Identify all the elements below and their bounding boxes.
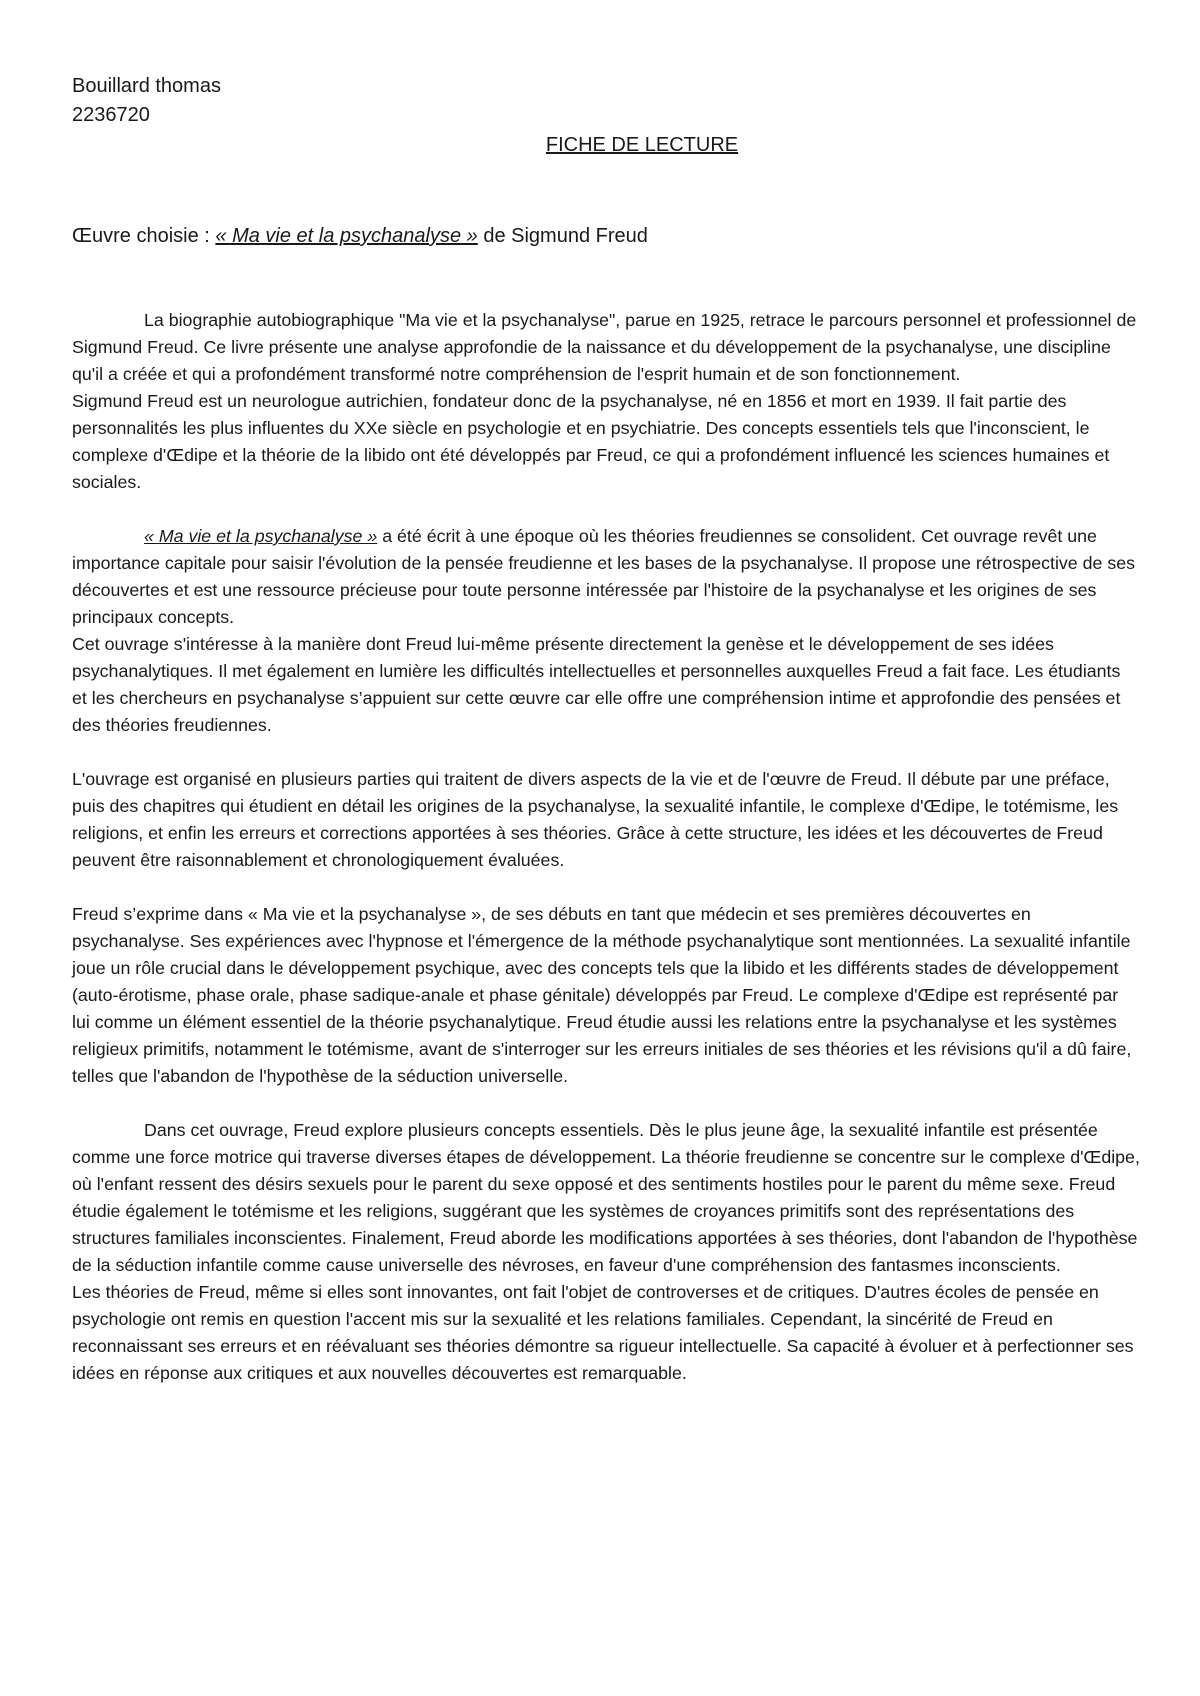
paragraph-intro: La biographie autobiographique "Ma vie et la psychanalyse", parue en 1925, retrace le parcours personnel et professionnel de Sigmund Freud. Ce livre présente une analyse approfondie de la naissance et du développement de la psychanalyse, une discipline qu'il a créée et qui a profondément transformé notre compréhension de l'esprit humain et de son fonctionnement. <box>72 310 1137 384</box>
paragraph-freud-bio: Sigmund Freud est un neurologue autrichien, fondateur donc de la psychanalyse, né en 1856 et mort en 1939. Il fait partie des personnalités les plus influentes du XXe siècle en psychologie et en psychiatrie. Des concepts essentiels tels que l'inconscient, le complexe d'Œdipe et la théorie de la libido ont été développés par Freud, ce qui a profondément influencé les sciences humaines et sociales. <box>72 391 1110 492</box>
document-title: FICHE DE LECTURE <box>545 134 739 156</box>
paragraph-content: Freud s’exprime dans « Ma vie et la psychanalyse », de ses débuts en tant que médecin et ses premières découvertes en psychanalyse. Ses expériences avec l'hypnose et l'émergence de la méthode psychanalytique sont mentionnées. La sexualité infantile joue un rôle crucial dans le développement psychique, avec des concepts tels que la libido et les différents stades de développement (auto-érotisme, phase orale, phase sadique-anale et phase génitale) développés par Freud. Le complexe d'Œdipe est représenté par lui comme un élément essentiel de la théorie psychanalytique. Freud étudie aussi les relations entre la psychanalyse et les systèmes religieux primitifs, notamment le totémisme, avant de s'interroger sur les erreurs initiales de ses théories et les révisions qu'il a dû faire, telles que l'abandon de l'hypothèse de la séduction universelle. <box>72 904 1132 1086</box>
paragraph-structure: L'ouvrage est organisé en plusieurs parties qui traitent de divers aspects de la vie et de l'œuvre de Freud. Il débute par une préface, puis des chapitres qui étudient en détail les origines de la psychanalyse, la sexualité infantile, le complexe d'Œdipe, le totémisme, les religions, et enfin les erreurs et corrections apportées à ses théories. Grâce à cette structure, les idées et les découvertes de Freud peuvent être raisonnablement et chronologiquement évaluées. <box>72 769 1119 870</box>
paragraph-context <box>72 523 1140 631</box>
chosen-work-line <box>72 222 1140 251</box>
paragraph-critique: Les théories de Freud, même si elles sont innovantes, ont fait l'objet de controverses et de critiques. D'autres écoles de pensée en psychologie ont remis en question l'accent mis sur la sexualité et les relations familiales. Cependant, la sincérité de Freud en reconnaissant ses erreurs et en réévaluant ses théories démontre sa rigueur intellectuelle. Sa capacité à évoluer et à perfectionner ses idées en réponse aux critiques et aux nouvelles découvertes est remarquable. <box>72 1282 1134 1383</box>
paragraph-concepts: Dans cet ouvrage, Freud explore plusieurs concepts essentiels. Dès le plus jeune âge, la sexualité infantile est présentée comme une force motrice qui traverse diverses étapes de développement. La théorie freudienne se concentre sur le complexe d'Œdipe, où l'enfant ressent des désirs sexuels pour le parent du sexe opposé et des sentiments hostiles pour le parent du même sexe. Freud étudie également le totémisme et les religions, suggérant que les systèmes de croyances primitifs sont des représentations des structures familiales inconscientes. Finalement, Freud aborde les modifications apportées à ses théories, dont l'abandon de l'hypothèse de la séduction infantile comme cause universelle des névroses, en faveur d'une compréhension des fantasmes inconscients. <box>72 1120 1140 1275</box>
student-id: 2236720 <box>72 104 150 126</box>
document-body <box>72 307 1140 1387</box>
paragraph-context-text: a été écrit à une époque où les théories freudiennes se consolident. Cet ouvrage revêt une importance capitale pour saisir l'évolution de la pensée freudienne et les bases de la psychanalyse. Il propose une rétrospective de ses découvertes et est une ressource précieuse pour toute personne intéressée par l'histoire de la psychanalyse et les origines de ses principaux concepts. <box>72 526 1136 627</box>
book-title-reference: « Ma vie et la psychanalyse » <box>144 526 378 546</box>
paragraph-interest: Cet ouvrage s'intéresse à la manière dont Freud lui-même présente directement la genèse et le développement de ses idées psychanalytiques. Il met également en lumière les difficultés intellectuelles et personnelles auxquelles Freud a fait face. Les étudiants et les chercheurs en psychanalyse s’appuient sur cette œuvre car elle offre une compréhension intime et approfondie des pensées et des théories freudiennes. <box>72 634 1121 735</box>
document-page <box>72 72 1140 1387</box>
chosen-work-label: Œuvre choisie : <box>72 225 216 247</box>
chosen-work-title: « Ma vie et la psychanalyse » <box>215 225 478 247</box>
author-name: Bouillard thomas <box>72 75 221 97</box>
chosen-work-author: de Sigmund Freud <box>477 225 648 247</box>
